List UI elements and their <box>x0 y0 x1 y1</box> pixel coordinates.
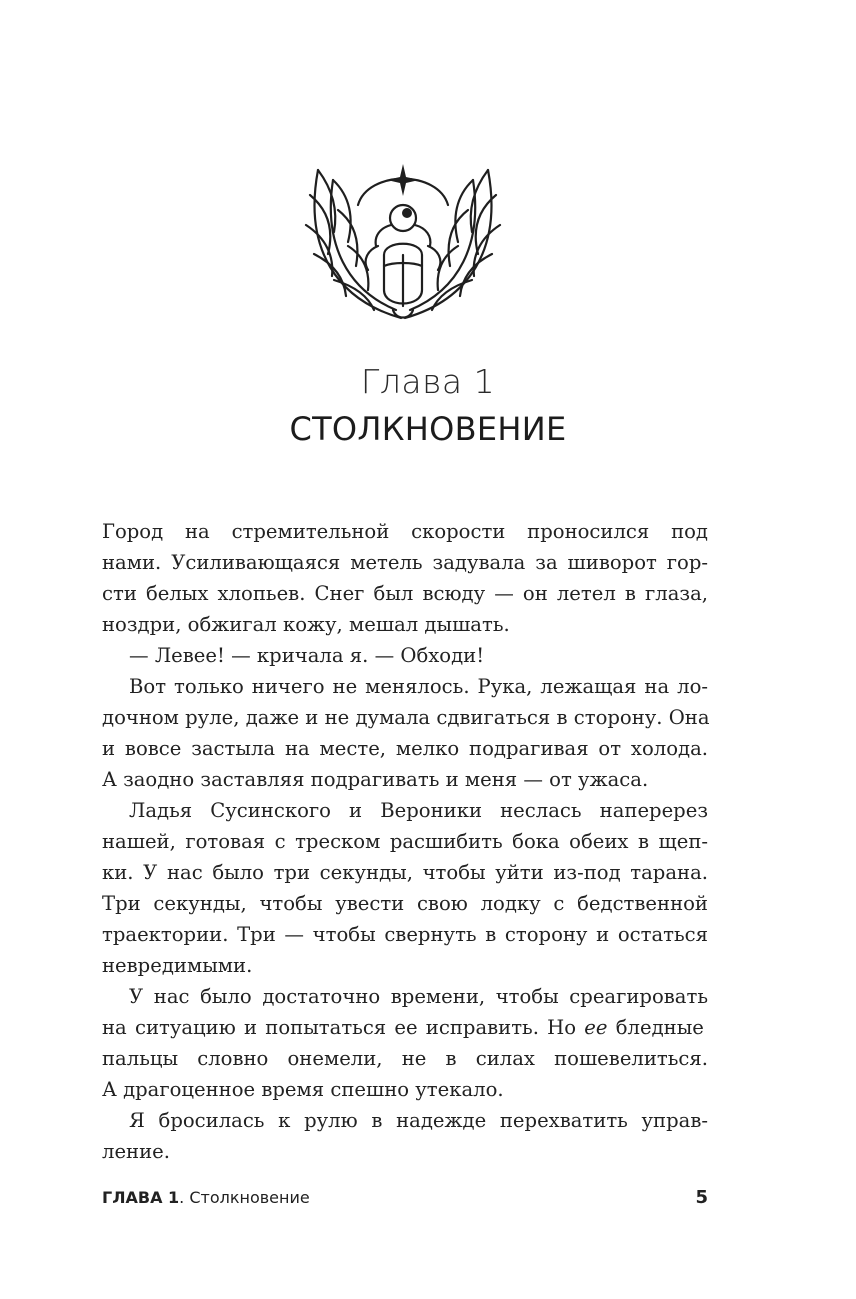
text-line: Я бросилась к рулю в надежде перехватить управ- <box>129 1109 708 1132</box>
chapter-number: Глава 1 <box>360 362 496 401</box>
text-line: У нас было достаточно времени, чтобы среагировать <box>129 985 708 1008</box>
italic-word: ее <box>584 1016 608 1039</box>
text-line: А драгоценное время спешно утекало. <box>102 1078 504 1101</box>
running-footer <box>102 1184 310 1212</box>
scarab-emblem-icon <box>298 150 508 335</box>
text-line: нашей, готовая с треском расшибить бока обеих в щеп- <box>102 830 708 853</box>
text-line: траектории. Три — чтобы свернуть в сторону и остаться <box>102 923 708 946</box>
page-footer <box>102 1184 708 1212</box>
text-line: А заодно заставляя подрагивать и меня — от ужаса. <box>102 768 649 791</box>
chapter-title: СТОЛКНОВЕНИЕ <box>289 410 567 448</box>
text-line: сти белых хлопьев. Снег был всюду — он летел в глаза, <box>102 582 708 605</box>
text-line: нами. Усиливающаяся метель задувала за шиворот гор- <box>102 551 708 574</box>
page-number: 5 <box>695 1187 708 1208</box>
text-line: Город на стремительной скорости проносился под <box>102 520 708 543</box>
text-segment: бледные <box>607 1016 704 1039</box>
text-line: пальцы словно онемели, не в силах пошевелиться. <box>102 1047 708 1070</box>
footer-chapter-name: . Столкновение <box>179 1188 310 1207</box>
text-line: Вот только ничего не менялось. Рука, лежащая на ло- <box>129 675 708 698</box>
footer-chapter-label: ГЛАВА 1 <box>102 1188 180 1207</box>
text-line: ление. <box>102 1140 170 1163</box>
text-line: Три секунды, чтобы увести свою лодку с бедственной <box>102 892 708 915</box>
text-line: Ладья Сусинского и Вероники неслась наперерез <box>129 799 708 822</box>
text-line: ки. У нас было три секунды, чтобы уйти из-под тарана. <box>102 861 708 884</box>
text-line <box>102 1012 708 1043</box>
text-line: и вовсе застыла на месте, мелко подрагивая от холода. <box>102 737 708 760</box>
text-line: — Левее! — кричала я. — Обходи! <box>129 644 485 667</box>
text-segment: на ситуацию и попытаться ее исправить. Но <box>102 1016 585 1039</box>
chapter-body <box>102 516 708 1167</box>
text-line: дочном руле, даже и не думала сдвигаться в сторону. Она <box>102 706 710 729</box>
text-line: невредимыми. <box>102 954 253 977</box>
text-line: ноздри, обжигал кожу, мешал дышать. <box>102 613 510 636</box>
